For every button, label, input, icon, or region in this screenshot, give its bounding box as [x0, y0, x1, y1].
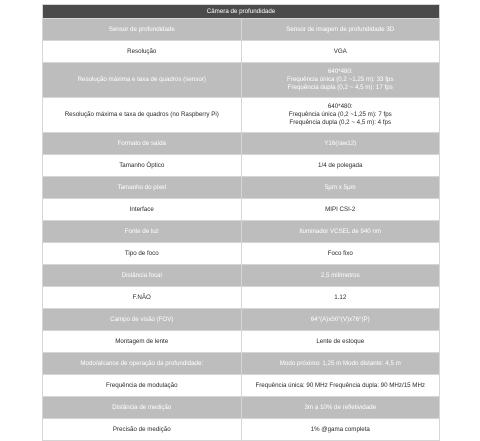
spec-label: Interface	[43, 199, 242, 221]
spec-label: Modo/alcance de operação da profundidade:	[43, 353, 242, 375]
table-row	[43, 243, 440, 265]
spec-label: Distância de medição	[43, 397, 242, 419]
spec-value	[241, 155, 440, 177]
spec-label: Resolução máxima e taxa de quadros (no Raspberry Pi)	[43, 98, 242, 133]
spec-label: Montagem de lente	[43, 331, 242, 353]
spec-value	[241, 177, 440, 199]
table-row	[43, 63, 440, 98]
spec-value	[241, 243, 440, 265]
table-row	[43, 41, 440, 63]
table-row	[43, 221, 440, 243]
spec-value-line: Iluminador VCSEL de 940 nm	[299, 227, 382, 235]
table-row	[43, 419, 440, 441]
spec-label: Resolução máxima e taxa de quadros (sensor)	[43, 63, 242, 98]
spec-value-line: 640*480:	[327, 103, 353, 110]
spec-table	[42, 4, 440, 441]
spec-value-line: 5μm x 5μm	[324, 183, 356, 191]
spec-label: Fonte de luz	[43, 221, 242, 243]
table-row	[43, 353, 440, 375]
spec-value	[241, 19, 440, 41]
spec-label: Tamanho do pixel	[43, 177, 242, 199]
spec-label: Tamanho Óptico	[43, 155, 242, 177]
spec-label: Tipo de foco	[43, 243, 242, 265]
spec-value-line: 1.12	[334, 293, 347, 301]
spec-value	[241, 63, 440, 98]
spec-label: Frequência de modulação	[43, 375, 242, 397]
spec-label: Precisão de medição	[43, 419, 242, 441]
spec-value-line: 2,5 milímetros	[320, 271, 360, 279]
spec-value-line: MIPI CSI-2	[325, 205, 356, 213]
spec-value	[241, 98, 440, 133]
spec-label: Resolução	[43, 41, 242, 63]
table-header-row	[43, 5, 440, 19]
spec-value	[241, 375, 440, 397]
table-row	[43, 265, 440, 287]
table-row	[43, 177, 440, 199]
spec-label: Campo de visão (FOV)	[43, 309, 242, 331]
spec-value-line: Modo próximo: 1,25 m Modo distante: 4,5 m	[279, 359, 401, 367]
spec-value-line: Sensor de imagem de profundidade 3D	[286, 25, 395, 33]
spec-value-line: Frequência única: 90 MHz Frequência dupla: 90 MHz/15 MHz	[255, 381, 426, 389]
table-row	[43, 19, 440, 41]
table-row	[43, 309, 440, 331]
spec-value	[241, 353, 440, 375]
spec-table-body	[43, 19, 440, 441]
spec-value	[241, 199, 440, 221]
spec-value	[241, 419, 440, 441]
spec-label: Distância focal	[43, 265, 242, 287]
table-row	[43, 199, 440, 221]
table-row	[43, 287, 440, 309]
spec-value	[241, 133, 440, 155]
table-row	[43, 133, 440, 155]
spec-value	[241, 287, 440, 309]
spec-value-line: Foco fixo	[327, 249, 353, 257]
table-row	[43, 397, 440, 419]
spec-value-line: Frequência única (0,2 ~1,25 m): 33 fps	[287, 76, 394, 83]
spec-value-line: Frequência dupla (0,2 ~ 4,5 m): 4 fps	[289, 119, 392, 126]
spec-label: Formato de saída	[43, 133, 242, 155]
table-title: Câmera de profundidade	[43, 5, 440, 19]
spec-value	[241, 41, 440, 63]
table-row	[43, 331, 440, 353]
spec-value-line: Y16(raw12)	[324, 139, 357, 147]
table-row	[43, 98, 440, 133]
spec-value	[241, 309, 440, 331]
spec-value-line: 1/4 de polegada	[318, 161, 363, 169]
spec-value	[241, 397, 440, 419]
spec-value-line: Frequência dupla (0,2 ~ 4,5 m): 17 fps	[287, 84, 393, 91]
spec-value-line: 64°(A)x50°(V)x76°(P)	[310, 315, 370, 323]
spec-value-line: 1% @gama completa	[310, 425, 370, 433]
spec-value	[241, 331, 440, 353]
spec-value	[241, 221, 440, 243]
spec-value	[241, 265, 440, 287]
spec-label: F.NÃO	[43, 287, 242, 309]
spec-value-line: 640*480:	[327, 68, 353, 75]
spec-value-line: VGA	[333, 47, 347, 55]
table-row	[43, 375, 440, 397]
spec-value-line: 3m a 10% de refletividade	[304, 403, 377, 411]
table-row	[43, 155, 440, 177]
spec-label: Sensor de profundidade	[43, 19, 242, 41]
spec-value-line: Lente de estoque	[316, 337, 365, 345]
spec-value-line: Frequência única (0,2 ~1,25 m): 7 fps	[288, 111, 392, 118]
